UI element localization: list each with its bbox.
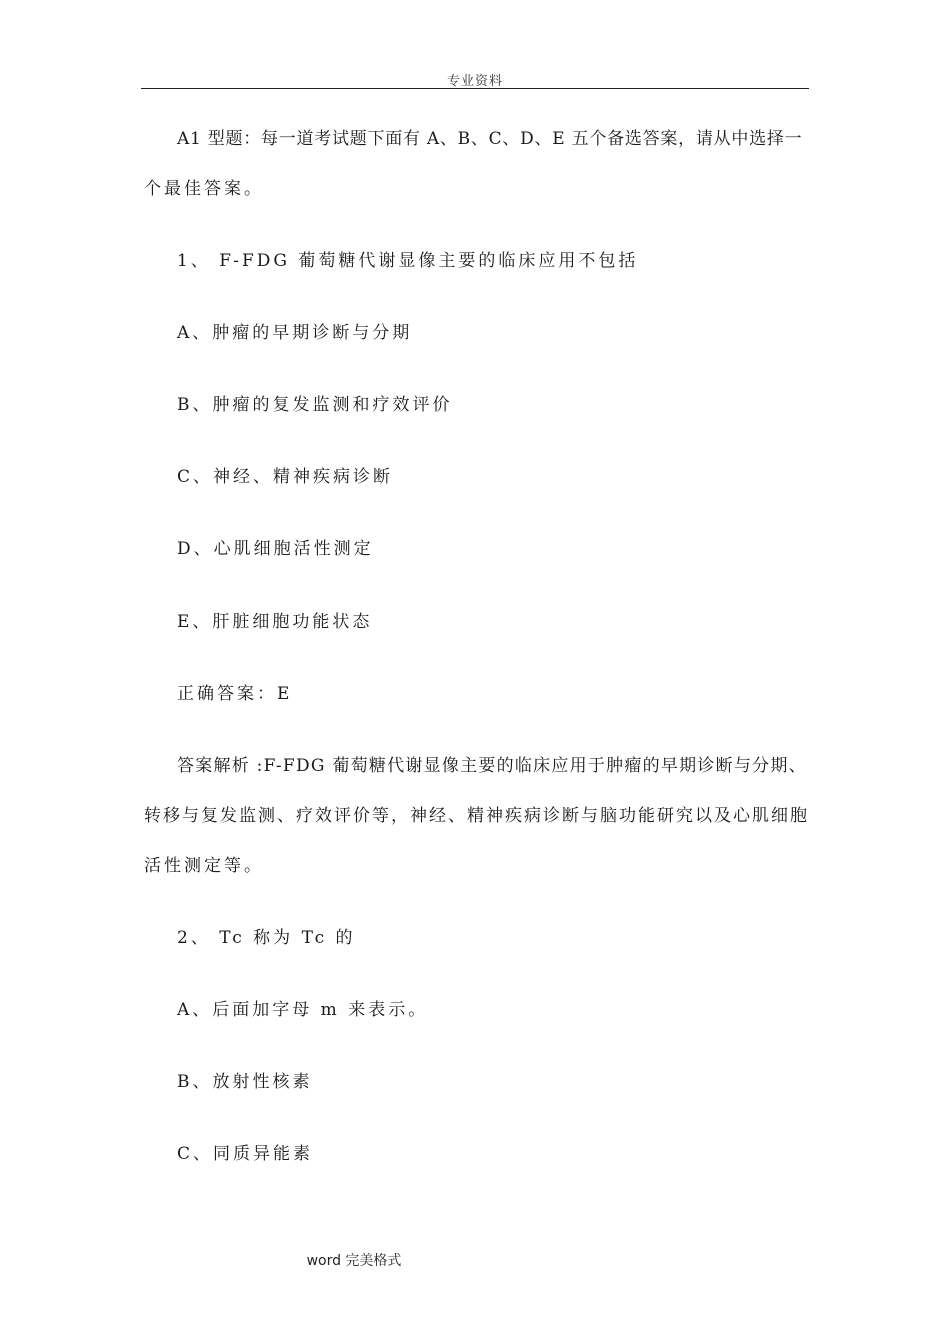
question-2-option-c: C、同质异能素	[177, 1144, 314, 1164]
question-2-stem: 2、 Tc 称为 Tc 的	[177, 928, 356, 948]
question-1-explanation-line-2: 转移与复发监测、疗效评价等，神经、精神疾病诊断与脑功能研究以及心肌细胞	[144, 806, 809, 826]
question-1-explanation-line-1: 答案解析 :F-FDG 葡萄糖代谢显像主要的临床应用于肿瘤的早期诊断与分期、	[177, 756, 807, 776]
question-2-option-b: B、放射性核素	[177, 1072, 313, 1092]
question-1-option-d: D、心肌细胞活性测定	[177, 539, 374, 559]
question-1-stem: 1、 F-FDG 葡萄糖代谢显像主要的临床应用不包括	[177, 251, 639, 271]
intro-line-1: A1 型题：每一道考试题下面有 A、B、C、D、E 五个备选答案，请从中选择一	[177, 129, 803, 149]
question-1-answer: 正确答案：E	[177, 684, 293, 704]
page-header-title: 专业资料	[446, 74, 503, 89]
question-1-option-e: E、肝脏细胞功能状态	[177, 612, 373, 632]
page-footer-text: word 完美格式	[306, 1253, 402, 1269]
question-1-option-b: B、肿瘤的复发监测和疗效评价	[177, 395, 453, 415]
question-1-explanation-line-3: 活性测定等。	[144, 856, 264, 876]
question-1-option-c: C、神经、精神疾病诊断	[177, 467, 394, 487]
question-2-option-a: A、后面加字母 m 来表示。	[177, 1000, 429, 1020]
intro-line-2: 个最佳答案。	[144, 179, 264, 199]
question-1-option-a: A、肿瘤的早期诊断与分期	[177, 323, 413, 343]
header-divider	[141, 88, 809, 89]
